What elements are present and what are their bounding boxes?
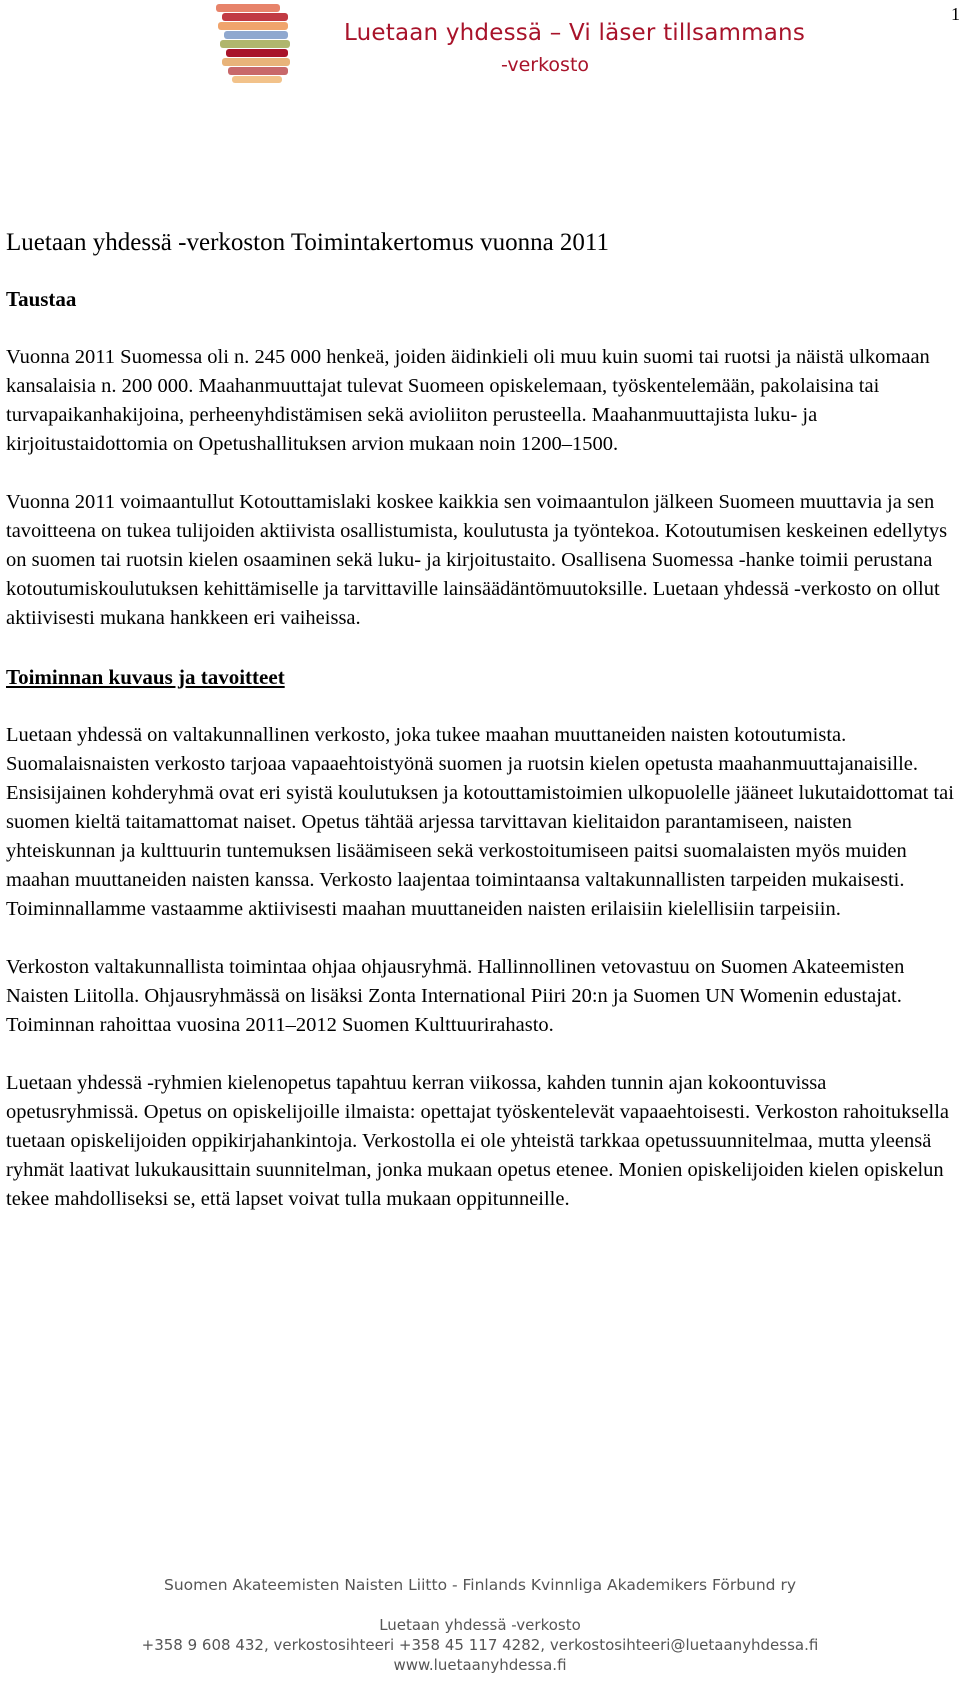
- document-title: Luetaan yhdessä -verkoston Toimintakertomus vuonna 2011: [6, 229, 609, 256]
- footer-website-link[interactable]: www.luetaanyhdessa.fi: [393, 1656, 567, 1674]
- footer-network-name: Luetaan yhdessä -verkosto: [379, 1616, 581, 1634]
- book-5: [220, 40, 290, 48]
- paragraph: Vuonna 2011 voimaantullut Kotouttamislaki koskee kaikkia sen voimaantulon jälkeen Suomeen muuttavia ja sen tavoitteena on tukea tulijoiden aktiivista osallistumista, koulutusta ja työntekoa. Kotoutumisen keskeinen edellytys on suomen tai ruotsin kielen osaaminen sekä luku- ja kirjoitustaito. Osallisena Suomessa -hanke toimii perustana kotoutumiskoulutuksen kehittämiselle ja tarvittaville lainsäädäntömuutoksille. Luetaan yhdessä -verkosto on ollut aktiivisesti mukana hankkeen eri vaiheissa.: [6, 491, 948, 629]
- page-number: 1: [951, 4, 960, 24]
- letterhead: [216, 2, 805, 88]
- brand-name: Luetaan yhdessä – Vi läser tillsammans: [344, 20, 805, 46]
- section-heading-taustaa: Taustaa: [6, 287, 77, 311]
- paragraph: Luetaan yhdessä on valtakunnallinen verkosto, joka tukee maahan muuttaneiden naisten kotoutumista. Suomalaisnaisten verkosto tarjoaa vapaaehtoistyönä suomen ja ruotsin kielen opetusta maahanmuuttajanaisille. Ensisijainen kohderyhmä ovat eri syistä koulutuksen ja kotouttamistoimien ulkopuolelle jääneet lukutaidottomat tai suomen kieltä taitamattomat naiset. Opetus tähtää arjessa tarvittavan kielitaidon parantamiseen, naisten yhteiskunnan ja kulttuurin tuntemuksen lisäämiseen sekä verkostoitumiseen paitsi suomalaisten myös muiden maahan muuttaneiden naisten kanssa. Verkosto laajentaa toimintaansa valtakunnallisten tarpeiden mukaisesti. Toiminnallamme vastaamme aktiivisesti maahan muuttaneiden naisten erilaisiin kielellisiin tarpeisiin.: [6, 724, 954, 920]
- paragraph: Verkoston valtakunnallista toimintaa ohjaa ohjausryhmä. Hallinnollinen vetovastuu on Suomen Akateemisten Naisten Liitolla. Ohjausryhmässä on lisäksi Zonta International Piiri 20:n ja Suomen UN Womenin edustajat. Toiminnan rahoittaa vuosina 2011–2012 Suomen Kulttuurirahasto.: [6, 956, 905, 1036]
- book-6: [226, 49, 288, 57]
- footer-contacts: +358 9 608 432, verkostosihteeri +358 45 117 4282, verkostosihteeri@luetaanyhdessa.fi: [141, 1636, 819, 1654]
- book-4: [224, 31, 288, 39]
- book-3: [218, 22, 288, 30]
- footer-contact-block: [0, 1615, 960, 1675]
- book-1: [216, 4, 280, 12]
- section-heading-toiminnan-kuvaus: Toiminnan kuvaus ja tavoitteet: [6, 665, 285, 689]
- document-body: [6, 226, 954, 1214]
- book-7: [222, 58, 290, 66]
- paragraph: Vuonna 2011 Suomessa oli n. 245 000 henkeä, joiden äidinkieli oli muu kuin suomi tai ruotsi ja näistä ulkomaan kansalaisia n. 200 000. Maahanmuuttajat tulevat Suomeen opiskelemaan, työskentelemään, pakolaisina tai turvapaikanhakijoina, perheenyhdistämisen sekä avioliiton perusteella. Maahanmuuttajista luku- ja kirjoitustaidottomia on Opetushallituksen arvion mukaan noin 1200–1500.: [6, 346, 930, 455]
- stacked-books-logo-icon: [216, 2, 298, 84]
- paragraph: Luetaan yhdessä -ryhmien kielenopetus tapahtuu kerran viikossa, kahden tunnin ajan kokoontuvissa opetusryhmissä. Opetus on opiskelijoille ilmaista: opettajat työskentelevät vapaaehtoisesti. Verkoston rahoituksella tuetaan opiskelijoiden oppikirjahankintoja. Verkostolla ei ole yhteistä tarkkaa opetussuunnitelmaa, mutta yleensä ryhmät laativat lukukausittain suunnitelman, jonka mukaan opetus etenee. Monien opiskelijoiden kielen opiskelun tekee mahdolliseksi se, että lapset voivat tulla mukaan oppitunneille.: [6, 1072, 949, 1210]
- brand-suffix: -verkosto: [501, 54, 590, 76]
- book-9: [232, 76, 282, 83]
- book-8: [228, 67, 288, 75]
- footer-organization: Suomen Akateemisten Naisten Liitto - Finlands Kvinnliga Akademikers Förbund ry: [164, 1576, 796, 1594]
- book-2: [222, 13, 288, 21]
